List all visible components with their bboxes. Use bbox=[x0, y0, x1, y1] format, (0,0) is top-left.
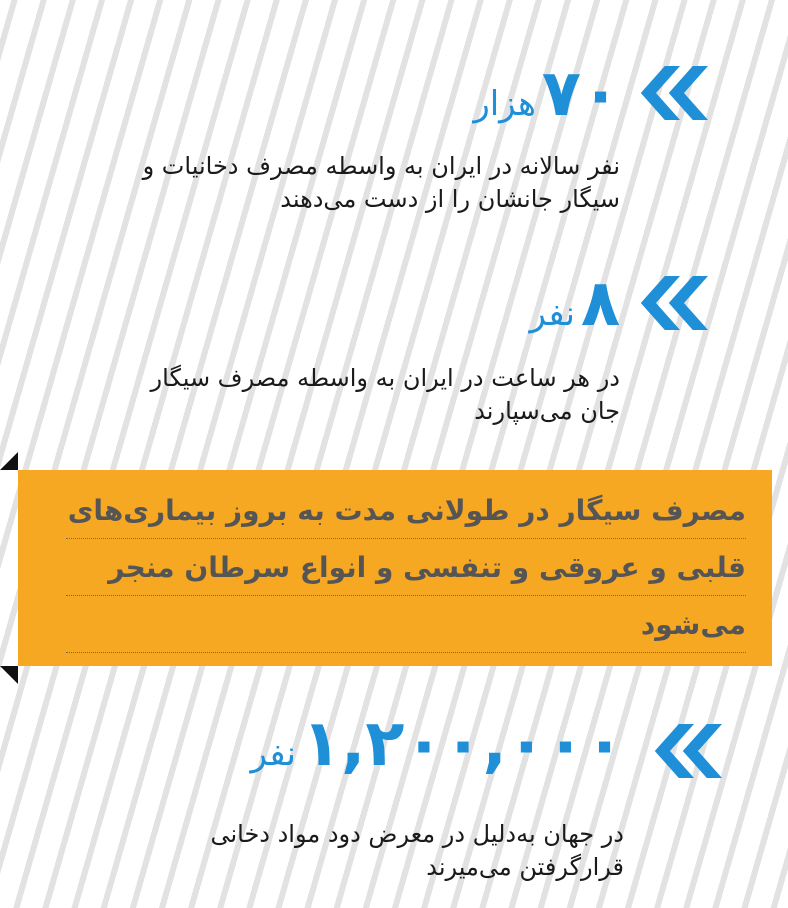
stat-heading bbox=[473, 57, 620, 131]
stat-description-line: نفر سالانه در ایران به واسطه مصرف دخانیات و bbox=[142, 152, 620, 180]
stat-unit: نفر bbox=[250, 734, 296, 774]
double-chevron-left-icon bbox=[652, 276, 708, 330]
banner-line: می‌شود bbox=[66, 596, 746, 653]
stat-heading bbox=[250, 707, 624, 781]
stat-unit: نفر bbox=[529, 294, 575, 334]
stat-unit: هزار bbox=[473, 84, 536, 124]
banner-fold-bottom bbox=[0, 666, 18, 684]
banner-fold-top bbox=[0, 452, 18, 470]
stat-description-line: سیگار جانشان را از دست می‌دهند bbox=[280, 185, 620, 213]
double-chevron-left-icon bbox=[666, 724, 722, 778]
stat-description bbox=[210, 818, 624, 884]
banner-line: مصرف سیگار در طولانی مدت به بروز بیماری‌های bbox=[66, 482, 746, 539]
stat-description bbox=[151, 362, 620, 428]
stat-number: ۱,۲۰۰,۰۰۰ bbox=[301, 707, 624, 781]
banner-text bbox=[66, 482, 746, 653]
stat-description-line: جان می‌سپارند bbox=[474, 397, 620, 425]
stat-description-line: در جهان به‌دلیل در معرض دود مواد دخانی bbox=[210, 820, 624, 848]
stat-description-line: در هر ساعت در ایران به واسطه مصرف سیگار bbox=[150, 364, 620, 392]
stat-description-line: قرارگرفتن می‌میرند bbox=[426, 853, 624, 881]
highlight-banner bbox=[18, 470, 772, 666]
stat-description bbox=[143, 150, 620, 216]
banner-line: قلبی و عروقی و تنفسی و انواع سرطان منجر bbox=[66, 539, 746, 596]
stat-heading bbox=[529, 267, 620, 341]
stat-number: ۸ bbox=[580, 267, 620, 341]
stat-number: ۷۰ bbox=[541, 57, 620, 131]
double-chevron-left-icon bbox=[652, 66, 708, 120]
